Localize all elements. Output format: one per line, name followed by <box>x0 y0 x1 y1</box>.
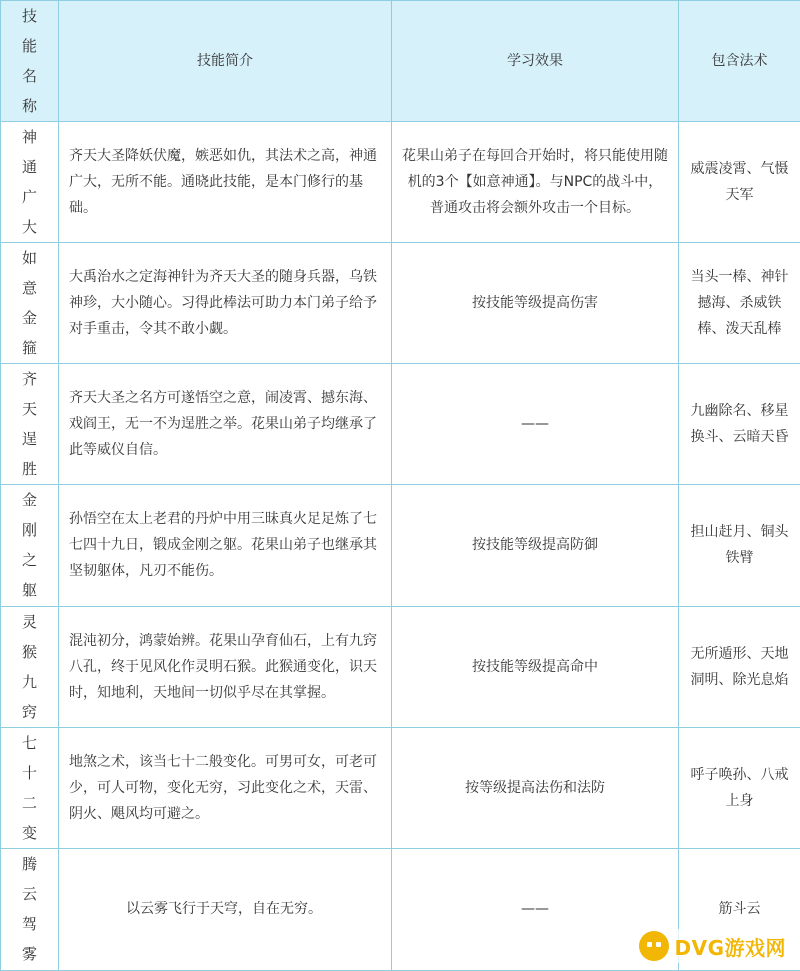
table-row <box>1 727 800 848</box>
skill-name-cell: 如意金箍 <box>1 243 59 364</box>
skill-name-cell: 齐天逞胜 <box>1 364 59 485</box>
header-skill-name: 技能名称 <box>1 1 59 122</box>
skill-intro-cell: 齐天大圣之名方可遂悟空之意，闹凌霄、撼东海、戏阎王，无一不为逞胜之举。花果山弟子均继承了此等威仪自信。 <box>59 364 392 485</box>
skill-intro-cell: 大禹治水之定海神针为齐天大圣的随身兵器，乌铁神珍，大小随心。习得此棒法可助力本门弟子给予对手重击，令其不敢小觑。 <box>59 243 392 364</box>
table-row <box>1 122 800 243</box>
skill-name-cell: 神通广大 <box>1 122 59 243</box>
skill-name-cell: 金刚之躯 <box>1 485 59 606</box>
skill-effect-cell: —— <box>392 848 679 970</box>
skill-effect-cell: 花果山弟子在每回合开始时，将只能使用随机的3个【如意神通】。与NPC的战斗中，普通攻击将会额外攻击一个目标。 <box>392 122 679 243</box>
table-row <box>1 485 800 606</box>
skill-name-cell: 腾云驾雾 <box>1 848 59 970</box>
site-watermark <box>633 929 793 963</box>
gamepad-icon <box>639 931 669 961</box>
skill-name-cell: 灵猴九窍 <box>1 606 59 727</box>
skill-intro-cell: 地煞之术，该当七十二般变化。可男可女，可老可少，可人可物，变化无穷，习此变化之术，天雷、阴火、飓风均可避之。 <box>59 727 392 848</box>
skill-spells-cell: 威震凌霄、气慑天军 <box>679 122 800 243</box>
skill-effect-cell: 按技能等级提高命中 <box>392 606 679 727</box>
skill-effect-cell: 按技能等级提高伤害 <box>392 243 679 364</box>
skill-spells-cell: 九幽除名、移星换斗、云暗天昏 <box>679 364 800 485</box>
skill-name-cell: 七十二变 <box>1 727 59 848</box>
header-row <box>1 1 800 122</box>
skill-effect-cell: 按等级提高法伤和法防 <box>392 727 679 848</box>
skill-effect-cell: 按技能等级提高防御 <box>392 485 679 606</box>
skill-spells-cell: 筋斗云 <box>679 848 800 970</box>
table-row <box>1 364 800 485</box>
skill-spells-cell: 无所遁形、天地洞明、除光息焰 <box>679 606 800 727</box>
header-included-spells: 包含法术 <box>679 1 800 122</box>
header-skill-intro: 技能简介 <box>59 1 392 122</box>
skill-intro-cell: 孙悟空在太上老君的丹炉中用三昧真火足足炼了七七四十九日，锻成金刚之躯。花果山弟子也继承其坚韧躯体，凡刃不能伤。 <box>59 485 392 606</box>
table-row <box>1 243 800 364</box>
header-learning-effect: 学习效果 <box>392 1 679 122</box>
skill-intro-cell: 齐天大圣降妖伏魔，嫉恶如仇，其法术之高，神通广大，无所不能。通晓此技能，是本门修行的基础。 <box>59 122 392 243</box>
skill-intro-cell: 混沌初分，鸿蒙始辨。花果山孕育仙石，上有九窍八孔，终于见风化作灵明石猴。此猴通变化，识天时，知地利，天地间一切似乎尽在其掌握。 <box>59 606 392 727</box>
skill-effect-cell: —— <box>392 364 679 485</box>
skill-spells-cell: 当头一棒、神针撼海、杀威铁棒、泼天乱棒 <box>679 243 800 364</box>
watermark-text: DVG游戏网 <box>674 935 786 960</box>
table-row <box>1 606 800 727</box>
skill-intro-cell: 以云雾飞行于天穹，自在无穷。 <box>59 848 392 970</box>
skill-spells-cell: 呼子唤孙、八戒上身 <box>679 727 800 848</box>
skill-spells-cell: 担山赶月、铜头铁臂 <box>679 485 800 606</box>
